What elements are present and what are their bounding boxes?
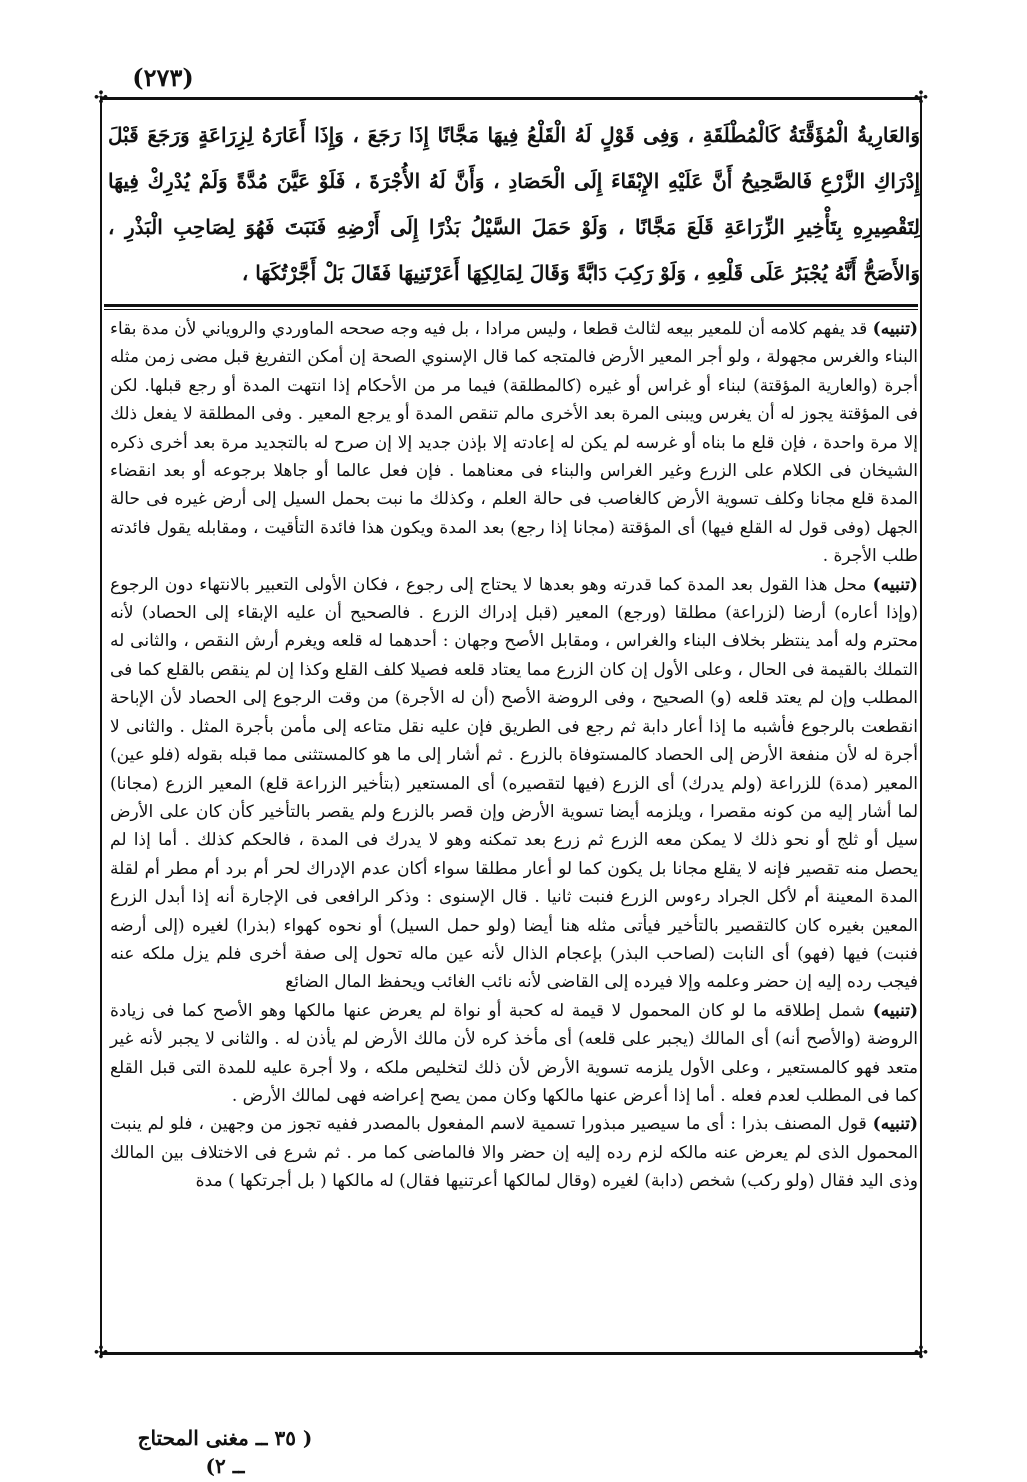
- corner-ornament-top-right-icon: ✣: [913, 88, 929, 108]
- tanbih-label: (تنبيه): [872, 1114, 918, 1135]
- corner-ornament-top-left-icon: ✣: [93, 88, 109, 108]
- sharh-paragraph: [110, 315, 918, 571]
- tanbih-label: (تنبيه): [872, 574, 918, 595]
- sharh-paragraph-text: شمل إطلاقه ما لو كان المحمول لا قيمة له كحبة أو نواة لم يعرض عنها مالكها وهو الأصح كما فى زيادة الروضة (والأصح أنه) أى المالك (يجبر على قلعه) أى مأخذ كره لأن مالك الأرض لم يأذن له . والثانى لا يجبر لأنه غير متعد فهو كالمستعير ، وعلى الأول يلزمه تسوية الأرض لأن ذلك لتخليص ملكه ، ولا أجرة عليه للمدة التى قبل القلع كما فى المطلب لعدم فعله . أما إذا أعرض عنها مالكها وكان ممن يصح إعراضه فهى لمالك الأرض .: [110, 1000, 918, 1106]
- tanbih-label: (تنبيه): [872, 1000, 919, 1021]
- frame-left-line: [100, 97, 102, 1355]
- tanbih-label: (تنبيه): [872, 319, 918, 339]
- sharh-paragraph-text: محل هذا القول بعد المدة كما قدرته وهو بعدها لا يحتاج إلى رجوع ، فكان الأولى التعبير بالانتهاء دون الرجوع (وإذا أعاره) أرضا (لزراعة) مطلقا (ورجع) المعير (قبل إدراك الزرع . فالصحيح أن عليه الإبقاء إلى الحصاد) لأنه محترم وله أمد ينتظر بخلاف البناء والغراس ، ومقابل الأصح وجهان : أحدهما له قلعه ويغرم أرش النقص ، والثانى له التملك بالقيمة فى الحال ، وعلى الأول إن كان الزرع مما يعتاد قلعه فصيلا كلف القلع وكذا إن لم ينقص بالقلع كما فى المطلب وإن لم يعتد قلعه (و) الصحيح ، وفى الروضة الأصح (أن له الأجرة) من وقت الرجوع إلى الحصاد لأن الإباحة انقطعت بالرجوع فأشبه ما إذا أعار دابة ثم رجع فى الطريق فإن عليه نقل متاعه إلى مأمن بأجرة المثل . والثانى لا أجرة له لأن منفعة الأرض إلى الحصاد كالمستوفاة بالزرع . ثم أشار إلى ما هو كالمستثنى مما قبله بقوله (فلو عين) المعير (مدة) للزراعة (ولم يدرك) أى الزرع (فيها لتقصيره) أى المستعير (بتأخير الزراعة قلع) المعير الزرع (مجانا) لما أشار إليه من كونه مقصرا ، ويلزمه أيضا تسوية الأرض وإن قصر بالزرع ولم يقصر بالتأخير كأن كان على الأرض سيل أو ثلج أو نحو ذلك لا يمكن معه الزرع ثم زرع بعد تمكنه وهو لا يدرك فى المدة ، فالحكم كذلك . أما إذا لم يحصل منه تقصير فإنه لا يقلع مجانا بل يكون كما لو أعار مطلقا سواء أكان عدم الإدراك لحر أم برد أم مطر أم لقلة المدة المعينة أم لأكل الجراد رءوس الزرع فنبت ثانيا . قال الإسنوى : وذكر الرافعى فى الإجارة أنه إذا أبدل الزرع المعين بغيره كان كالتقصير بالتأخير فيأتى مثله هنا أيضا (ولو حمل السيل) أو نحوه كهواء (بذرا) لغيره (إلى أرضه فنبت) فيها (فهو) أى النابت (لصاحب البذر) بإعجام الذال لأنه عين ماله تحول إلى صفة أخرى فلم يزل ملكه عنه فيجب رده إليه إن حضر وعلمه وإلا فيرده إلى القاضى لأنه نائب الغائب ويحفظ المال الضائع: [110, 574, 919, 993]
- frame-bottom-line: [100, 1352, 922, 1355]
- separator-rule-thin: [104, 309, 918, 310]
- sharh-paragraph: [110, 997, 918, 1111]
- sharh-paragraph-text: قول المصنف بذرا : أى ما سيصير مبذورا تسمية لاسم المفعول بالمصدر ففيه تجوز من وجهين ، فلو لم ينبت المحمول الذى لم يعرض عنه مالكه لزم رده إليه إن حضر والا فالماضى كما مر . ثم شرع فى الاختلاف بين المالك وذى اليد فقال (ولو ركب) شخص (دابة) لغيره (وقال لمالكها أعرتنيها فقال) له مالكها ( بل أجرتكها ) مدة: [110, 1114, 918, 1192]
- sharh-paragraph: [110, 1110, 918, 1195]
- footer-signature: ( ٣٥ ــ مغنى المحتاج ــ ٢): [137, 1426, 313, 1478]
- matn-text-block: [108, 112, 920, 300]
- corner-ornament-bottom-right-icon: ✣: [913, 1343, 929, 1363]
- corner-ornament-bottom-left-icon: ✣: [93, 1343, 109, 1363]
- sharh-text-block: [110, 315, 918, 1333]
- sharh-paragraph-text: قد يفهم كلامه أن للمعير بيعه لثالث قطعا ، وليس مرادا ، بل فيه وجه صححه الماوردي والروياني لأن مدة بقاء البناء والغرس مجهولة ، ولو أجر المعير الأرض فالمتجه كما قال الإسنوي الصحة إن أمكن التفريغ قبل مضى زمن مثله أجرة (والعارية المؤقتة) لبناء أو غراس أو غيره (كالمطلقة) فيما مر من الأحكام إذا انتهت المدة أو رجع قبلها. لكن فى المؤقتة يجوز له أن يغرس ويبنى المرة بعد الأخرى مالم تنقص المدة أو يرجع المعير . وفى المطلقة لا يفعل ذلك إلا مرة واحدة ، فإن قلع ما بناه أو غرسه لم يكن له إعادته إلا بإذن جديد إلا إن صرح له بالتجديد مرة بعد أخرى ذكره الشيخان فى الكلام على الزرع وغير الغراس والبناء فى معناهما . فإن فعل عالما أو جاهلا برجوعه أو بعد انقضاء المدة قلع مجانا وكلف تسوية الأرض كالغاصب فى حالة العلم ، وكذلك ما نبت بحمل السيل إلى أرض غيره فى حالة الجهل (وفى قول له القلع فيها) أى المؤقتة (مجانا إذا رجع) بعد المدة ويكون هذا فائدة التأقيت ، ومقابله يقول فائدته طلب الأجرة .: [110, 319, 918, 567]
- frame-top-line: [100, 97, 922, 100]
- sharh-paragraph: [110, 571, 918, 997]
- matn-text: وَالعَارِيةُ الْمُؤَقَّتَةُ كَالْمُطْلَقَةِ ، وَفِى قَوْلٍ لَهُ الْقَلْعُ فِيهَا مَجَّانًا إِذَا رَجَعَ ، وَإِذَا أَعَارَهُ لِزِرَاعَةٍ وَرَجَعَ قَبْلَ إِدْرَاكِ الزَّرْعِ فَالصَّحِيحُ أَنَّ عَلَيْهِ الإِبْقَاءَ إِلَى الْحَصَادِ ، وَأَنَّ لَهُ الأُجْرَةَ ، فَلَوْ عَيَّنَ مُدَّةً وَلَمْ يُدْرِكْ فِيهَا لِتَقْصِيرِهِ بِتَأْخِيرِ الزِّرَاعَةِ قَلَعَ مَجَّانًا ، وَلَوْ حَمَلَ السَّيْلُ بَذْرًا إِلَى أَرْضِهِ فَنَبَتَ فَهُوَ لِصَاحِبِ الْبَذْرِ ، وَالأَصَحُّ أَنَّهُ يُجْبَرُ عَلَى قَلْعِهِ ، وَلَوْ رَكِبَ دَابَّةً وَقَالَ لِمَالِكِهَا أَعَرْتَنِيهَا فَقَالَ بَلْ أَجَّرْتُكَهَا ،: [108, 123, 921, 285]
- page-number: (٢٧٣): [132, 63, 194, 92]
- separator-rule: [104, 304, 918, 307]
- frame-right-line: [920, 97, 922, 1355]
